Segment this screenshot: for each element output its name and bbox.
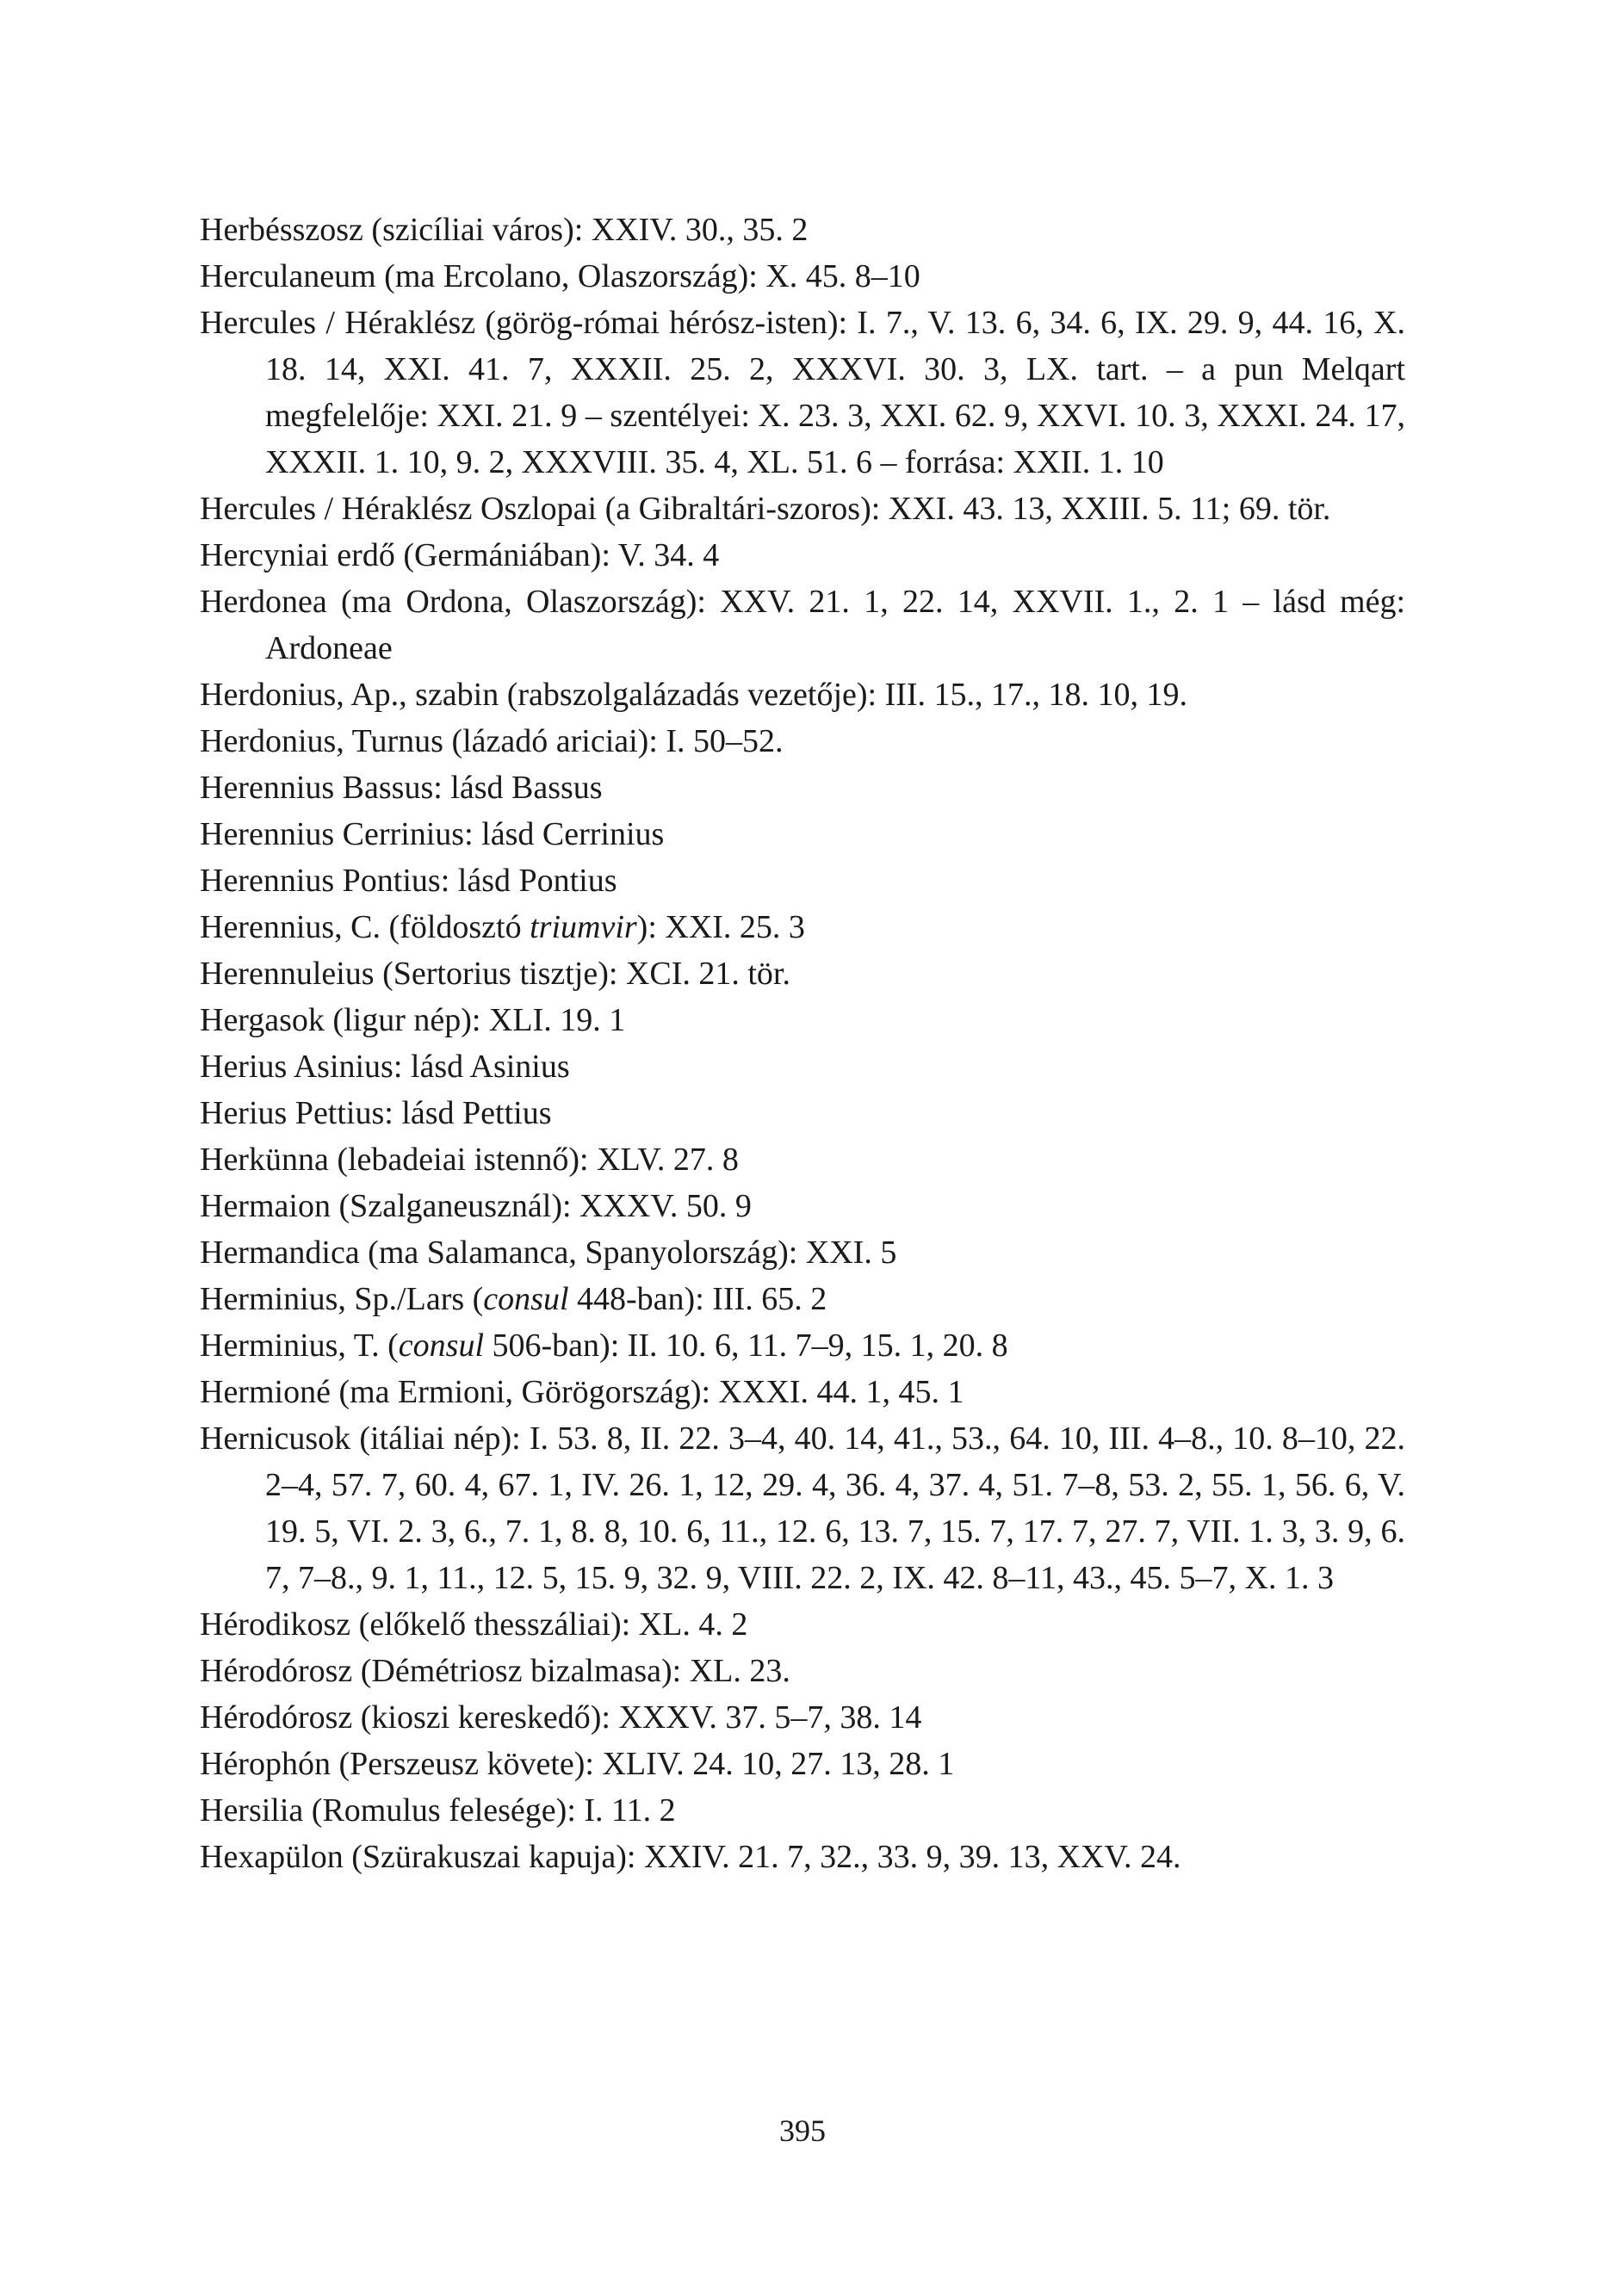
index-entry: Herennuleius (Sertorius tisztje): XCI. 21. tör. — [200, 956, 790, 992]
index-entry: Hercules / Héraklész (görög-római hérósz-isten): I. 7., V. 13. 6, 34. 6, IX. 29. 9, 44. 16, X. 18. 14, XXI. 41. 7, XXXII. 25. 2, XXXVI. 30. 3, LX. tart. – a pun Melqart megfelelője: XXI. 21. 9 – szentélyei: X. 23. 3, XXI. 62. 9, XXVI. 10. 3, XXXI. 24. 17, XXXII. 1. 10, 9. 2, XXXVIII. 35. 4, XL. 51. 6 – forrása: XXII. 1. 10 — [200, 305, 1405, 480]
index-entry: Hérodikosz (előkelő thesszáliai): XL. 4. 2 — [200, 1606, 748, 1643]
index-entry: Hérophón (Perszeusz követe): XLIV. 24. 10, 27. 13, 28. 1 — [200, 1746, 955, 1782]
index-entry: Hermandica (ma Salamanca, Spanyolország): XXI. 5 — [200, 1235, 897, 1271]
index-entry: Hercules / Héraklész Oszlopai (a Gibraltári-szoros): XXI. 43. 13, XXIII. 5. 11; 69. tör. — [200, 491, 1331, 527]
index-entry: Hermaion (Szalganeusznál): XXXV. 50. 9 — [200, 1188, 752, 1224]
index-entry: Hérodórosz (Démétriosz bizalmasa): XL. 23. — [200, 1653, 790, 1689]
latin-term: consul — [483, 1281, 569, 1317]
index-entry: Herculaneum (ma Ercolano, Olaszország): X. 45. 8–10 — [200, 258, 920, 294]
index-entry: Herbésszosz (szicíliai város): XXIV. 30., 35. 2 — [200, 212, 809, 248]
index-entry: Herius Asinius: lásd Asinius — [200, 1049, 570, 1085]
index-entry: Hersilia (Romulus felesége): I. 11. 2 — [200, 1792, 676, 1829]
index-entry: Herkünna (lebadeiai istennő): XLV. 27. 8 — [200, 1142, 739, 1178]
latin-term: triumvir — [530, 909, 637, 945]
index-list — [200, 207, 1405, 1880]
index-entry: Hérodórosz (kioszi kereskedő): XXXV. 37. 5–7, 38. 14 — [200, 1699, 922, 1736]
index-entry: Herdonius, Ap., szabin (rabszolgalázadás vezetője): III. 15., 17., 18. 10, 19. — [200, 677, 1188, 713]
index-entry: Herminius, Sp./Lars (consul 448-ban): III. 65. 2 — [200, 1281, 827, 1317]
index-entry: Herennius Bassus: lásd Bassus — [200, 770, 603, 806]
index-entry: Herennius Cerrinius: lásd Cerrinius — [200, 816, 665, 852]
latin-term: consul — [398, 1327, 485, 1364]
index-entry: Hercyniai erdő (Germániában): V. 34. 4 — [200, 537, 720, 573]
index-entry: Hergasok (ligur nép): XLI. 19. 1 — [200, 1002, 626, 1038]
index-entry: Herennius, C. (földosztó triumvir): XXI. 25. 3 — [200, 909, 805, 945]
index-entry: Herius Pettius: lásd Pettius — [200, 1095, 552, 1131]
index-entry: Herminius, T. (consul 506-ban): II. 10. 6, 11. 7–9, 15. 1, 20. 8 — [200, 1327, 1008, 1364]
index-entry: Herdonius, Turnus (lázadó ariciai): I. 50–52. — [200, 723, 784, 759]
index-entry: Hernicusok (itáliai nép): I. 53. 8, II. 22. 3–4, 40. 14, 41., 53., 64. 10, III. 4–8., 10. 8–10, 22. 2–4, 57. 7, 60. 4, 67. 1, IV. 26. 1, 12, 29. 4, 36. 4, 37. 4, 51. 7–8, 53. 2, 55. 1, 56. 6, V. 19. 5, VI. 2. 3, 6., 7. 1, 8. 8, 10. 6, 11., 12. 6, 13. 7, 15. 7, 17. 7, 27. 7, VII. 1. 3, 3. 9, 6. 7, 7–8., 9. 1, 11., 12. 5, 15. 9, 32. 9, VIII. 22. 2, IX. 42. 8–11, 43., 45. 5–7, X. 1. 3 — [200, 1420, 1405, 1596]
index-entry: Herennius Pontius: lásd Pontius — [200, 863, 617, 899]
page-number: 395 — [779, 2113, 826, 2148]
index-entry: Herdonea (ma Ordona, Olaszország): XXV. 21. 1, 22. 14, XXVII. 1., 2. 1 – lásd még: Ardoneae — [200, 584, 1405, 666]
index-entry: Hexapülon (Szürakuszai kapuja): XXIV. 21. 7, 32., 33. 9, 39. 13, XXV. 24. — [200, 1839, 1181, 1875]
index-entry: Hermioné (ma Ermioni, Görögország): XXXI. 44. 1, 45. 1 — [200, 1374, 964, 1410]
